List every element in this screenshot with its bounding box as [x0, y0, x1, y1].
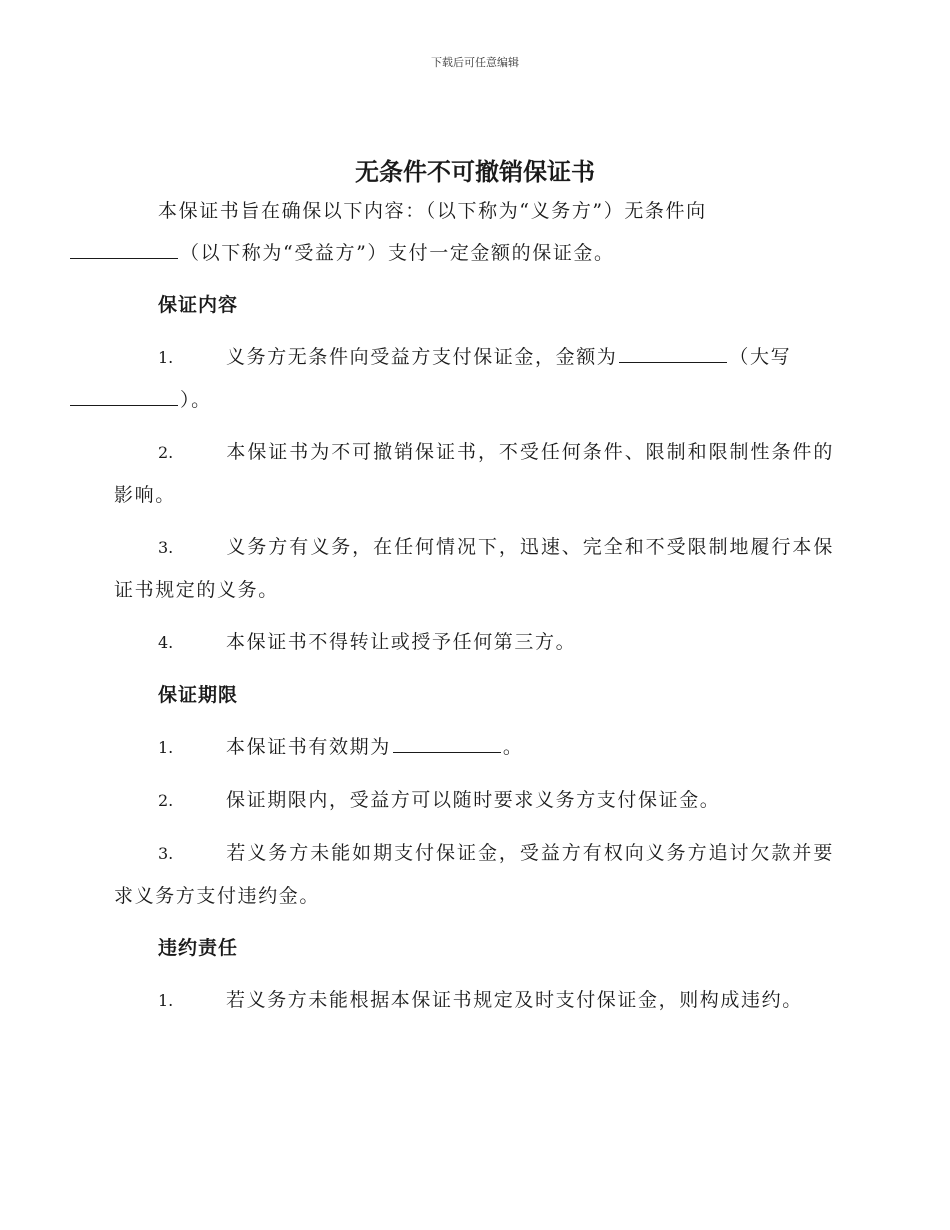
intro-text-1: 本保证书旨在确保以下内容：（以下称为“义务方”）无条件向	[158, 200, 707, 222]
validity-blank	[393, 728, 501, 753]
document-body	[114, 190, 834, 1032]
list-item	[114, 726, 834, 769]
list-item	[114, 431, 834, 516]
list-item	[114, 979, 834, 1022]
item-text: （大写	[729, 346, 792, 368]
item-text: 保证期限内，受益方可以随时要求义务方支付保证金。	[226, 789, 721, 811]
section-heading-term: 保证期限	[158, 684, 239, 706]
item-text: 若义务方未能如期支付保证金，受益方有权向义务方追讨欠款并要求义务方支付违约金。	[114, 842, 834, 907]
header-note: 下载后可任意编辑	[431, 56, 519, 69]
item-number: 3.	[158, 538, 174, 557]
item-text: 本保证书为不可撤销保证书，不受任何条件、限制和限制性条件的影响。	[114, 441, 834, 506]
list-item	[114, 526, 834, 611]
item-number: 2.	[158, 443, 174, 462]
amount-uppercase-blank	[70, 381, 178, 406]
section-heading-content: 保证内容	[158, 294, 239, 316]
list-item	[114, 779, 834, 822]
intro-paragraph	[114, 190, 834, 274]
intro-text-2: （以下称为“受益方”）支付一定金额的保证金。	[180, 242, 615, 264]
item-text: ）。	[180, 389, 212, 411]
item-number: 3.	[158, 844, 174, 863]
item-number: 1.	[158, 738, 174, 757]
item-text: 本保证书有效期为	[226, 736, 391, 758]
item-text: 若义务方未能根据本保证书规定及时支付保证金，则构成违约。	[226, 989, 803, 1011]
beneficiary-blank	[70, 234, 178, 259]
list-item	[114, 336, 834, 421]
amount-blank	[619, 338, 727, 363]
item-text: 本保证书不得转让或授予任何第三方。	[226, 631, 577, 653]
item-text: 。	[502, 736, 524, 758]
item-text: 义务方无条件向受益方支付保证金，金额为	[226, 346, 618, 368]
item-number: 1.	[158, 348, 174, 367]
item-number: 1.	[158, 991, 174, 1010]
item-number: 4.	[158, 633, 174, 652]
list-item	[114, 621, 834, 664]
list-item	[114, 832, 834, 917]
item-text: 义务方有义务，在任何情况下，迅速、完全和不受限制地履行本保证书规定的义务。	[114, 536, 834, 601]
document-title: 无条件不可撤销保证书	[355, 158, 595, 186]
section-heading-liability: 违约责任	[158, 937, 239, 959]
item-number: 2.	[158, 791, 174, 810]
